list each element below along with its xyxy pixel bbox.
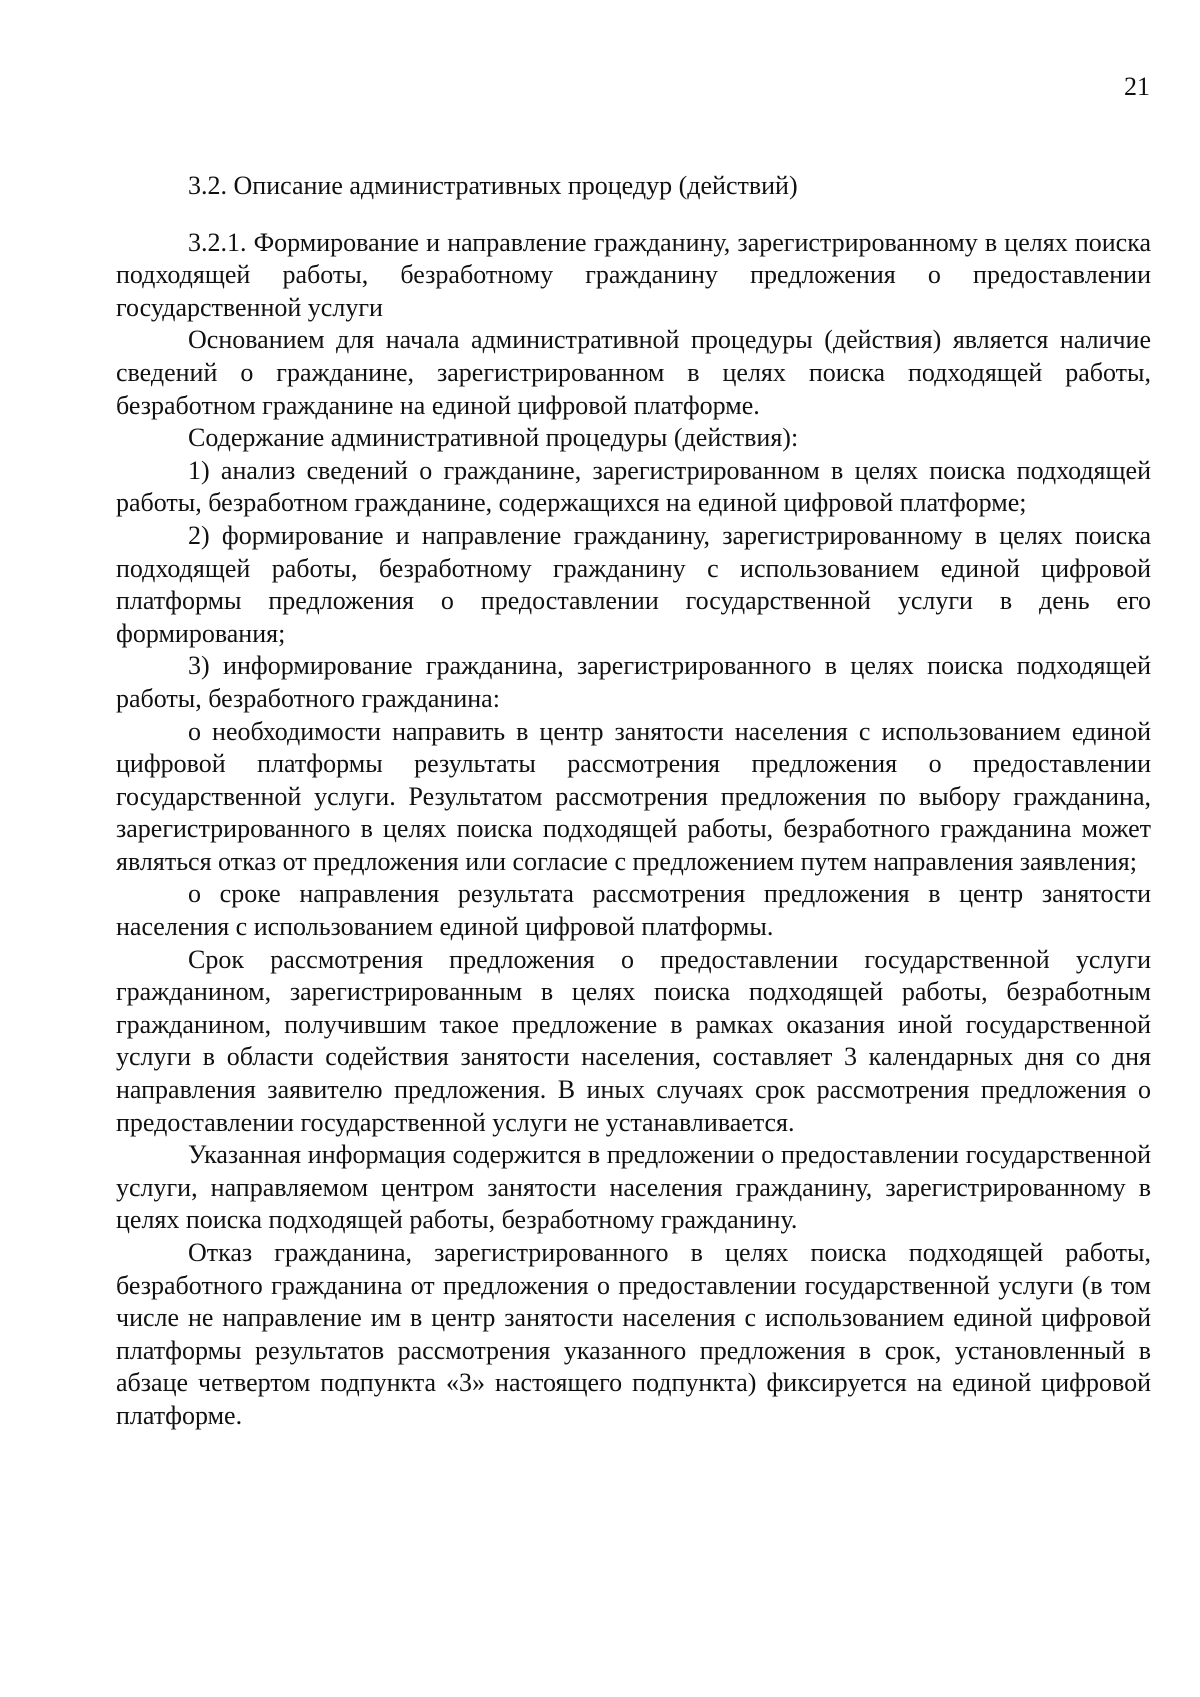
- paragraph: Отказ гражданина, зарегистрированного в целях поиска подходящей работы, безработного гражданина от предложения о предоставлении государственной услуги (в том числе не направление им в центр занятости населения с использованием единой цифровой платформы результатов рассмотрения указанного предложения в срок, установленный в абзаце четвертом подпункта «3» настоящего подпункта) фиксируется на единой цифровой платформе.: [116, 1238, 1151, 1430]
- subsection-title: 3.2.1. Формирование и направление гражданину, зарегистрированному в целях поиска подходящей работы, безработному гражданину предложения о предоставлении государственной услуги: [116, 227, 1151, 322]
- page-content: [116, 170, 1151, 1433]
- paragraph: Содержание административной процедуры (действия):: [188, 423, 799, 453]
- paragraph: Указанная информация содержится в предложении о предоставлении государственной услуги, направляемом центром занятости населения гражданину, зарегистрированному в целях поиска подходящей работы, безработному гражданину.: [116, 1140, 1151, 1235]
- page-number: 21: [1124, 72, 1150, 101]
- sub-list-item: о сроке направления результата рассмотрения предложения в центр занятости населения с использованием единой цифровой платформы.: [116, 879, 1151, 942]
- list-item: 1) анализ сведений о гражданине, зарегистрированном в целях поиска подходящей работы, безработном гражданине, содержащихся на единой цифровой платформе;: [116, 455, 1151, 518]
- section-heading: 3.2. Описание административных процедур (действий): [188, 171, 798, 200]
- list-item: 3) информирование гражданина, зарегистрированного в целях поиска подходящей работы, безработного гражданина:: [116, 651, 1151, 713]
- sub-list-item: о необходимости направить в центр занятости населения с использованием единой цифровой платформы результаты рассмотрения предложения о предоставлении государственной услуги. Результатом рассмотрения предложения по выбору гражданина, зарегистрированного в целях поиска подходящей работы, безработного гражданина может являться отказ от предложения или согласие с предложением путем направления заявления;: [116, 716, 1151, 876]
- paragraph: Срок рассмотрения предложения о предоставлении государственной услуги гражданином, зарегистрированным в целях поиска подходящей работы, безработным гражданином, получившим такое предложение в рамках оказания иной государственной услуги в области содействия занятости населения, составляет 3 календарных дня со дня направления заявителю предложения. В иных случаях срок рассмотрения предложения о предоставлении государственной услуги не устанавливается.: [116, 944, 1151, 1137]
- list-item: 2) формирование и направление гражданину, зарегистрированному в целях поиска подходящей работы, безработному гражданину с использованием единой цифровой платформы предложения о предоставлении государственной услуги в день его формирования;: [116, 520, 1151, 648]
- paragraph: Основанием для начала административной процедуры (действия) является наличие сведений о гражданине, зарегистрированном в целях поиска подходящей работы, безработном гражданине на единой цифровой платформе.: [116, 325, 1151, 420]
